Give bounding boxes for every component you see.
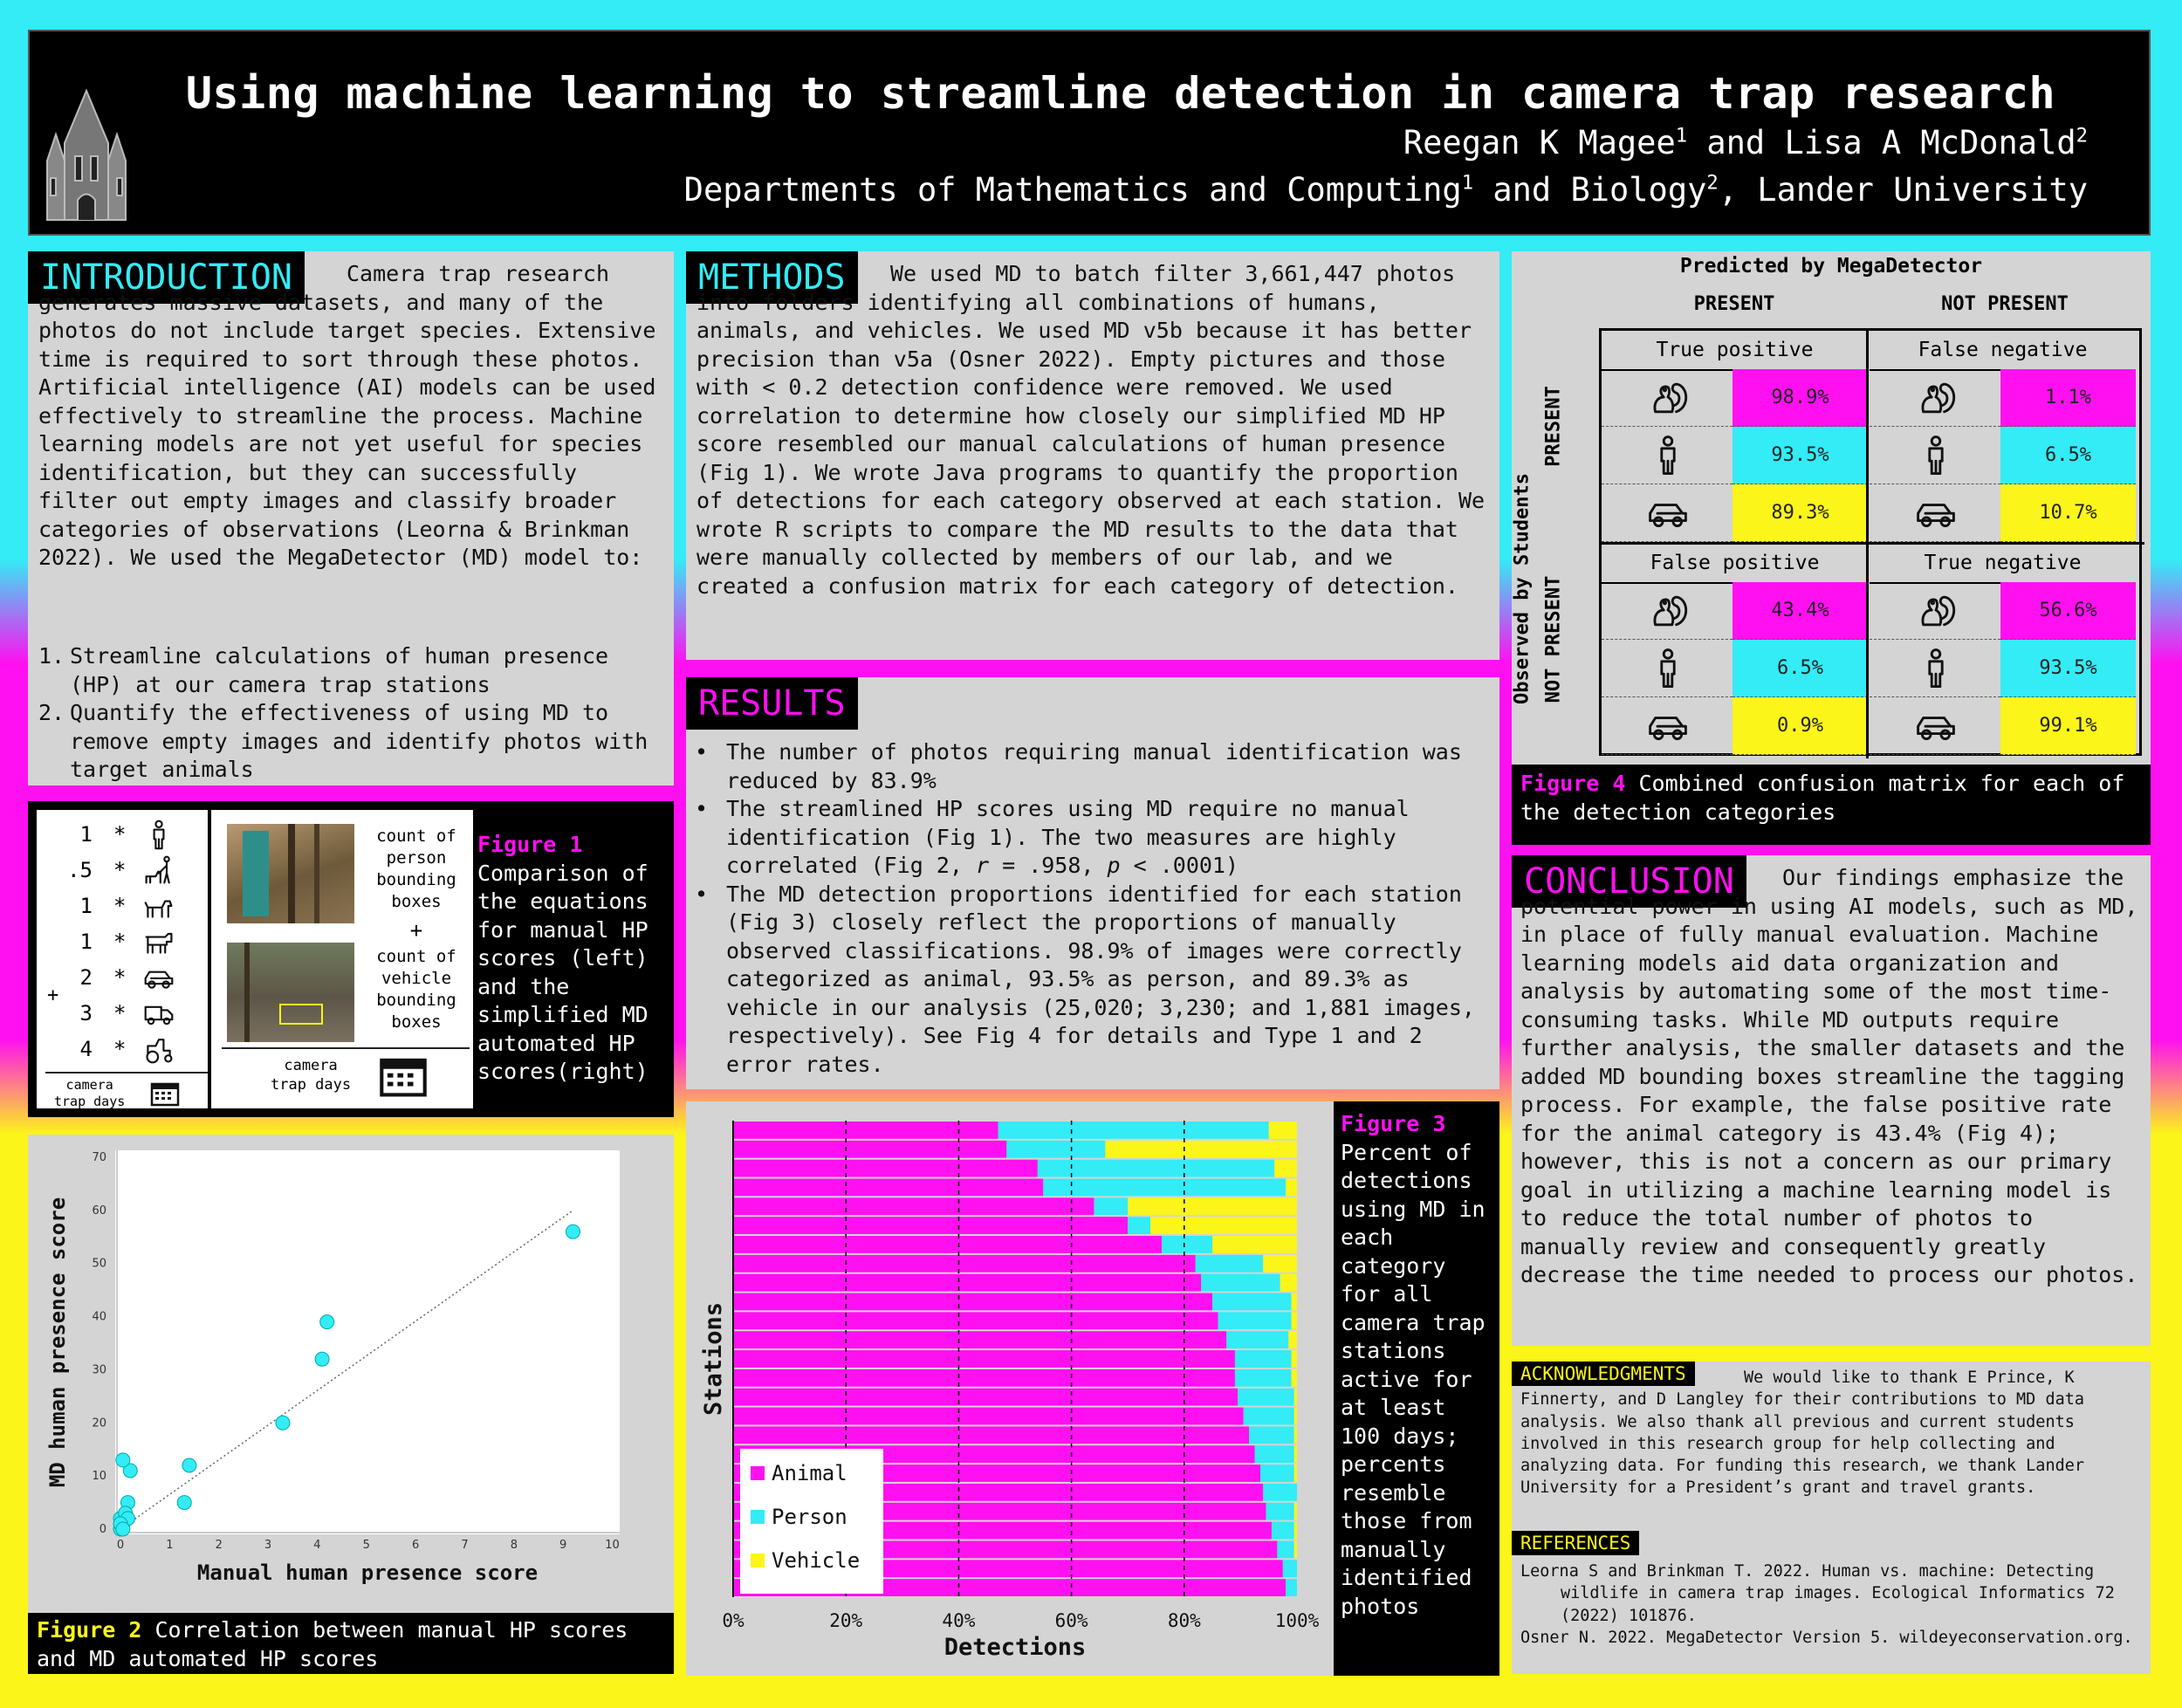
bar-segment: [1294, 1464, 1297, 1482]
list-item: • The MD detection proportions identified for each station (Fig 3) closely reflect the proportions of manually observed classifications. 98.9% of images were correctly categorized as animal, 93.5% as person, and 89.3% as vehicle in our analysis (25,020; 3,230; and 1,881 images, respectively). See Fig 4 for details and Type 1 and 2 error rates.: [695, 881, 1475, 1077]
matrix-cell-label: True negative: [1870, 544, 2136, 584]
multiply-sign: *: [113, 1037, 127, 1061]
bar-segment: [1094, 1197, 1128, 1215]
row-not-present: NOT PRESENT: [1542, 575, 1565, 703]
x-tick-label: 20%: [829, 1610, 863, 1631]
bar-segment: [1280, 1274, 1297, 1292]
fraction-line-right: [222, 1047, 470, 1049]
legend-label: Vehicle: [772, 1548, 861, 1573]
y-tick-label: 30: [92, 1363, 106, 1377]
person-icon: [1915, 647, 1957, 689]
category-icon-cell: [1870, 427, 2000, 484]
legend-swatch: [751, 1554, 765, 1567]
observed-title: Observed by Students: [1511, 473, 1534, 704]
bar-segment: [1162, 1236, 1212, 1253]
figure1-equations: [37, 810, 473, 1108]
percent-cell: 43.4%: [1733, 582, 1868, 640]
col-not-present: NOT PRESENT: [1941, 293, 2069, 315]
bar-segment: [1266, 1503, 1293, 1520]
bar-segment: [1226, 1331, 1288, 1348]
bar-segment: [1260, 1464, 1294, 1482]
methods-panel: [686, 251, 1499, 660]
methods-heading: METHODS: [686, 251, 858, 304]
introduction-text: Camera trap research generates massive datasets, and many of the photos do not include target species. Extensive time is required to sort through these photos. Artificial intelligence (AI) models can be used effectively to streamline the process. Machine learning models are not yet useful for species identification, but they can successfully filter out empty images and classify broader categories of observations (Leorna & Brinkman 2022). We used the MegaDetector (MD) model to:: [38, 261, 656, 570]
percent-cell: 6.5%: [1733, 640, 1868, 697]
bar-segment: [1150, 1217, 1297, 1234]
bar-segment: [1283, 1560, 1297, 1577]
reference-item: Leorna S and Brinkman T. 2022. Human vs. machine: Detecting wildlife in camera trap images. Ecological Informatics 72 (2022) 101876.: [1520, 1562, 2115, 1625]
x-tick-label: 5: [362, 1539, 370, 1552]
plot-area: [115, 1150, 620, 1534]
equation-row: [45, 817, 202, 852]
bar-segment: [1286, 1579, 1297, 1596]
category-icon-cell: [1602, 427, 1733, 484]
figure3-caption: Figure 3 Percent of detections using MD in each category for all camera trap stations active for at least 100 days; percents resemble those from manually identified photos: [1334, 1101, 1499, 1676]
squirrel-icon: [1647, 589, 1689, 631]
bar-segment: [733, 1369, 1235, 1387]
percent-cell: 0.9%: [1733, 697, 1868, 755]
bar-segment: [1294, 1503, 1297, 1520]
bar-segment: [1294, 1445, 1297, 1463]
legend: [740, 1449, 883, 1594]
car-icon: [1647, 704, 1689, 746]
category-icon-cell: [1870, 640, 2000, 697]
introduction-heading: INTRODUCTION: [28, 251, 305, 304]
acknowledgments-heading: ACKNOWLEDGMENTS: [1512, 1362, 1695, 1386]
category-icon-cell: [1602, 640, 1733, 697]
bar-segment: [1235, 1369, 1292, 1387]
percent-cell: 93.5%: [1733, 427, 1868, 484]
methods-text: We used MD to batch filter 3,661,447 photos into folders identifying all combinations of humans, animals, and vehicles. We used MD v5b because it has better precision than v5a (Osner 2022). Empty pictures and those with < 0.2 detection confidence were removed. We used correlation to determine how closely our simplified MD HP score resembled our manual calculations of human presence (Fig 1). We wrote Java programs to quantify the proportion of detections for each category observed at each station. We wrote R scripts to compare the MD results to the data that were manually collected by members of our lab, and we created a confusion matrix for each category of detection.: [696, 261, 1486, 599]
dog-walker-icon: [141, 854, 176, 886]
bar-segment: [1263, 1255, 1297, 1272]
stacked-bar-chart: [686, 1101, 1332, 1676]
x-tick-label: 1: [166, 1539, 174, 1552]
scatter-point: [116, 1453, 130, 1467]
calendar-icon: [150, 1080, 180, 1107]
results-heading: RESULTS: [686, 677, 858, 730]
plus-sign: +: [47, 984, 59, 1006]
bar-segment: [1249, 1426, 1294, 1444]
x-tick-label: 9: [559, 1539, 567, 1552]
x-tick-label: 2: [215, 1539, 223, 1552]
bar-segment: [733, 1217, 1128, 1234]
bar-segment: [1294, 1408, 1297, 1425]
person-icon: [141, 819, 176, 850]
bar-segment: [1288, 1331, 1297, 1348]
person-icon: [1647, 434, 1689, 476]
x-tick-label: 6: [411, 1539, 420, 1552]
bar-segment: [733, 1350, 1235, 1368]
y-tick-label: 0: [99, 1523, 106, 1536]
predicted-title: Predicted by MegaDetector: [1679, 255, 1983, 278]
poster-header: [28, 30, 2151, 236]
matrix-cell-label: False negative: [1870, 331, 2136, 371]
category-icon-cell: [1870, 582, 2000, 640]
bar-segment: [733, 1255, 1196, 1272]
percent-cell: 98.9%: [1733, 369, 1868, 427]
car-icon: [1915, 491, 1957, 533]
list-item: • The streamlined HP scores using MD require no manual identification (Fig 1). The two measures are highly correlated (Fig 2, r = .958, p < .0001): [695, 796, 1410, 878]
scatter-point: [182, 1458, 196, 1472]
bar-segment: [1218, 1312, 1292, 1329]
category-icon-cell: [1602, 697, 1733, 755]
bar-segment: [1255, 1445, 1294, 1463]
multiply-sign: *: [113, 965, 127, 990]
coefficient: .5: [67, 858, 93, 882]
cow-icon: [141, 926, 176, 957]
scatter-point: [276, 1416, 290, 1430]
x-tick-label: 10: [605, 1539, 620, 1552]
category-icon-cell: [1602, 369, 1733, 427]
figure2-caption: Figure 2 Correlation between manual HP scores and MD automated HP scores: [28, 1613, 674, 1674]
bar-segment: [733, 1274, 1201, 1292]
introduction-list: [38, 642, 667, 785]
multiply-sign: *: [113, 822, 127, 847]
figure4-panel: [1512, 251, 2151, 845]
y-tick-label: 60: [92, 1204, 106, 1218]
x-tick-label: 60%: [1054, 1610, 1088, 1631]
plus-sign-right: +: [409, 918, 423, 943]
person-icon: [1915, 434, 1957, 476]
affiliations: Departments of Mathematics and Computing$^1$ and Biology$^2$, Lander University: [683, 171, 2088, 209]
multiply-sign: *: [113, 858, 127, 882]
equation-row: [45, 888, 202, 923]
bar-segment: [1105, 1141, 1297, 1158]
category-icon-cell: [1870, 697, 2000, 755]
conclusion-text: Our findings emphasize the potential power in using AI models, such as MD, in place of fully manual evaluation. Machine learning models aid data organization and analysis by automating some of the most time-consuming tasks. While MD outputs require further analysis, the smaller datasets and the added MD bounding boxes streamline the tagging process. For example, the false positive rate for the animal category is 43.4% (Fig 4); however, this is not a concern as our primary goal in utilizing a machine learning model is to reduce the total number of photos to manually review and consequently greatly decrease the time needed to process our photos.: [1520, 865, 2138, 1287]
acknowledgments-text: We would like to thank E Prince, K Finnerty, and D Langley for their contributions to MD data analysis. We also thank all previous and current students involved in this research group for help collecting and analyzing data. For funding this research, we thank Lander University for a President’s grant and travel grants.: [1520, 1368, 2085, 1498]
coefficient: 2: [79, 965, 93, 990]
coefficient: 1: [79, 822, 93, 847]
bar-segment: [1294, 1426, 1297, 1444]
bar-segment: [1269, 1122, 1297, 1139]
correlation-scatter-chart: [28, 1135, 674, 1606]
bar-segment: [1294, 1540, 1297, 1558]
legend-swatch: [751, 1510, 765, 1524]
percent-cell: 99.1%: [2000, 697, 2136, 755]
squirrel-icon: [1915, 376, 1957, 418]
x-tick-label: 7: [461, 1539, 469, 1552]
x-tick-label: 3: [264, 1539, 272, 1552]
category-icon-cell: [1602, 582, 1733, 640]
bar-segment: [733, 1312, 1218, 1329]
results-panel: [686, 677, 1499, 1089]
bar-segment: [733, 1408, 1244, 1425]
references-list: [1520, 1561, 2142, 1649]
bar-segment: [1038, 1160, 1274, 1177]
category-icon-cell: [1870, 369, 2000, 427]
bar-segment: [998, 1122, 1269, 1139]
bar-segment: [1212, 1293, 1291, 1311]
multiply-sign: *: [113, 894, 127, 918]
truck-icon: [141, 998, 176, 1029]
legend-swatch: [751, 1466, 765, 1480]
figure2-panel: [28, 1135, 674, 1674]
dog-icon: [141, 890, 176, 922]
car-icon: [141, 962, 176, 993]
poster-title: Using machine learning to streamline detection in camera trap research: [185, 68, 2056, 119]
y-tick-label: 10: [92, 1470, 106, 1484]
legend-label: Person: [772, 1505, 847, 1529]
x-tick-label: 80%: [1167, 1610, 1201, 1631]
bar-segment: [733, 1389, 1238, 1406]
equation-row: [45, 996, 202, 1031]
category-icon-cell: [1602, 484, 1733, 542]
y-axis-label: Stations: [700, 1301, 727, 1416]
matrix-cell-label: True positive: [1602, 331, 1868, 371]
coefficient: 1: [79, 929, 93, 954]
squirrel-icon: [1915, 589, 1957, 631]
y-tick-label: 20: [92, 1416, 106, 1430]
camera-trap-days-label: camera trap days: [54, 1077, 126, 1109]
bar-segment: [1272, 1522, 1294, 1540]
y-tick-label: 40: [92, 1310, 106, 1324]
equation-row: [45, 960, 202, 995]
tractor-icon: [141, 1033, 176, 1065]
y-tick-label: 50: [92, 1257, 106, 1271]
x-axis-label: Manual human presence score: [196, 1561, 539, 1585]
bar-segment: [733, 1331, 1226, 1348]
camera-trap-photo-2: [227, 943, 354, 1042]
car-icon: [1915, 704, 1957, 746]
x-tick-label: 8: [510, 1539, 518, 1552]
row-present: PRESENT: [1542, 386, 1565, 467]
percent-cell: 6.5%: [2000, 427, 2136, 484]
bar-segment: [1294, 1389, 1297, 1406]
equation-row: [45, 853, 202, 888]
multiply-sign: *: [113, 929, 127, 954]
conclusion-heading: CONCLUSION: [1512, 855, 1746, 908]
reference-item: Osner N. 2022. MegaDetector Version 5. wildeyeconservation.org.: [1520, 1628, 2133, 1647]
percent-cell: 56.6%: [2000, 582, 2136, 640]
y-tick-label: 70: [92, 1151, 106, 1164]
bar-segment: [1292, 1312, 1297, 1329]
percent-cell: 1.1%: [2000, 369, 2136, 427]
equation-row: [45, 1032, 202, 1067]
bar-segment: [1286, 1179, 1297, 1197]
calendar-icon: [379, 1054, 428, 1098]
matrix-cell-label: False positive: [1602, 544, 1868, 584]
car-icon: [1647, 491, 1689, 533]
bar-segment: [1277, 1540, 1293, 1558]
multiply-sign: *: [113, 1001, 127, 1025]
squirrel-icon: [1647, 376, 1689, 418]
person-icon: [1647, 647, 1689, 689]
list-item: • The number of photos requiring manual identification was reduced by 83.9%: [695, 739, 1462, 793]
bar-segment: [1292, 1350, 1297, 1368]
bar-segment: [733, 1293, 1212, 1311]
bar-segment: [733, 1236, 1162, 1253]
bar-segment: [1263, 1484, 1297, 1501]
authors: Reegan K Magee$^1$ and Lisa A McDonald$^2$: [1403, 124, 2088, 161]
y-axis-label: MD human presence score: [45, 1197, 70, 1488]
bar-segment: [1006, 1141, 1105, 1158]
bar-segment: [1292, 1293, 1297, 1311]
coefficient: 1: [79, 894, 93, 918]
percent-cell: 93.5%: [2000, 640, 2136, 697]
list-item: 2. Quantify the effectiveness of using MD to remove empty images and identify photos with target animals: [38, 700, 648, 782]
figure4-caption: Figure 4 Combined confusion matrix for each of the detection categories: [1512, 765, 2151, 845]
bar-segment: [1294, 1522, 1297, 1540]
bar-segment: [1201, 1274, 1280, 1292]
category-icon-cell: [1870, 484, 2000, 542]
scatter-point: [320, 1315, 334, 1329]
bar-segment: [733, 1179, 1043, 1197]
bar-segment: [1196, 1255, 1264, 1272]
equation-row: [45, 924, 202, 959]
bar-segment: [1043, 1179, 1286, 1197]
x-tick-label: 100%: [1274, 1610, 1320, 1631]
bar-segment: [733, 1197, 1094, 1215]
scatter-point: [566, 1224, 580, 1238]
bar-segment: [1274, 1160, 1297, 1177]
x-tick-label: 0: [116, 1539, 125, 1552]
percent-cell: 89.3%: [1733, 484, 1868, 542]
confusion-matrix: [1599, 328, 2142, 756]
legend-label: Animal: [772, 1461, 847, 1485]
bar-segment: [1292, 1369, 1297, 1387]
bar-segment: [1244, 1408, 1294, 1425]
figure1-panel: [28, 801, 674, 1117]
bar-segment: [733, 1141, 1006, 1158]
x-axis-label: Detections: [943, 1634, 1087, 1661]
ack-refs-panel: [1512, 1362, 2151, 1674]
scatter-point: [315, 1352, 329, 1366]
percent-cell: 10.7%: [2000, 484, 2136, 542]
list-item: 1. Streamline calculations of human presence (HP) at our camera trap stations: [38, 643, 609, 697]
x-tick-label: 40%: [942, 1610, 976, 1631]
bar-segment: [1128, 1197, 1297, 1215]
scatter-point: [116, 1522, 130, 1536]
figure3-panel: [686, 1101, 1499, 1676]
coefficient: 4: [79, 1037, 93, 1061]
fraction-line: [45, 1072, 211, 1074]
col-present: PRESENT: [1693, 293, 1775, 315]
figure1-caption: Figure 1 Comparison of the equations for manual HP scores (left) and the simplified MD automated HP scores(right): [477, 832, 648, 1084]
camera-trap-days-label-right: camera trap days: [271, 1057, 352, 1094]
x-tick-label: 4: [313, 1539, 321, 1552]
bar-segment: [1235, 1350, 1292, 1368]
coefficient: 3: [79, 1001, 93, 1025]
bar-segment: [733, 1160, 1038, 1177]
bar-segment: [733, 1426, 1249, 1444]
results-list: [695, 738, 1489, 1079]
bar-segment: [1238, 1389, 1294, 1406]
references-heading: REFERENCES: [1512, 1531, 1639, 1555]
scatter-point: [177, 1496, 191, 1510]
bar-segment: [1128, 1217, 1150, 1234]
x-tick-label: 0%: [722, 1610, 744, 1631]
camera-trap-photo-1: [227, 824, 354, 923]
introduction-panel: [28, 251, 674, 785]
conclusion-panel: [1512, 855, 2151, 1346]
bar-segment: [1212, 1236, 1297, 1253]
count-person-label: count of person bounding boxes: [376, 827, 456, 911]
count-vehicle-label: count of vehicle bounding boxes: [376, 947, 456, 1032]
